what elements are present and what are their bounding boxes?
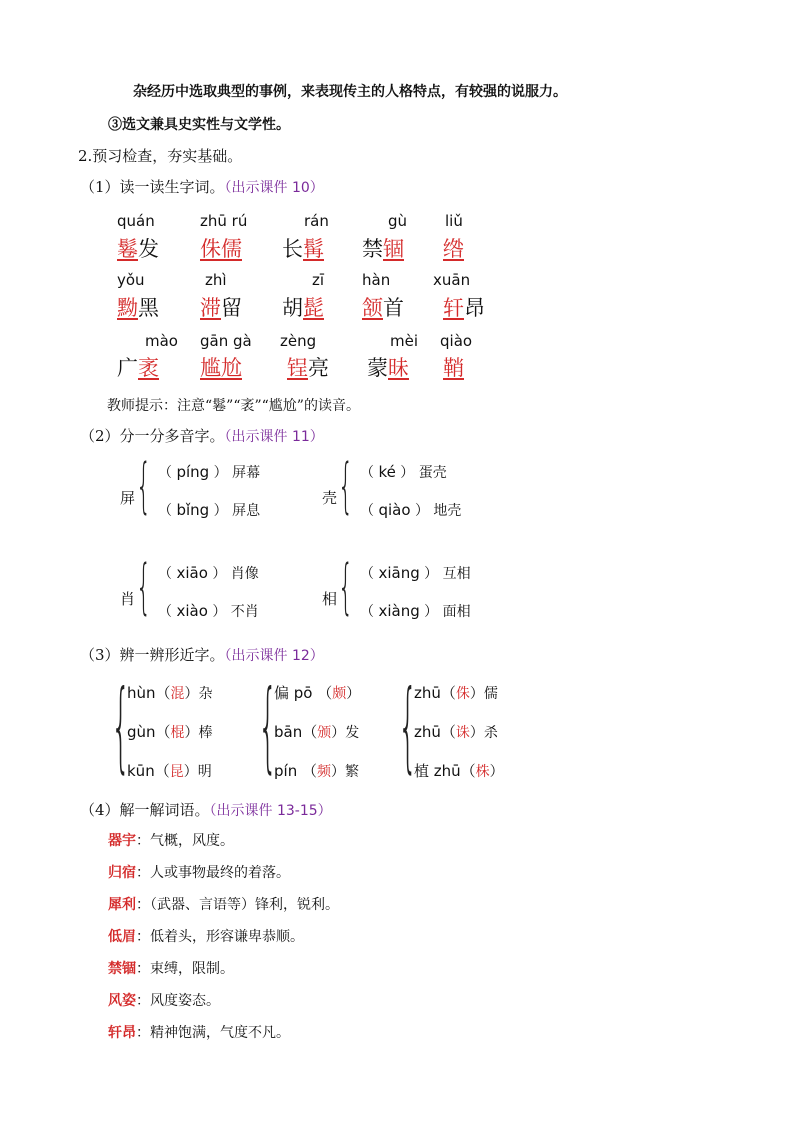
vocab-word xyxy=(200,292,242,322)
polyphone-char: 肖 xyxy=(120,590,136,608)
term-line xyxy=(108,958,234,978)
paren-open: （ xyxy=(360,566,379,582)
polyphone-line xyxy=(360,500,461,520)
vocab-word-target: 昧 xyxy=(388,356,409,380)
similar-suffix: ）发 xyxy=(331,725,360,741)
part2-label-text: （2）分一分多音字。 xyxy=(80,427,225,445)
polyphone-word: 屏息 xyxy=(232,503,261,519)
similar-char-line xyxy=(274,721,359,742)
vocab-word-plain: 昂 xyxy=(464,296,485,320)
similar-suffix: ）杂 xyxy=(184,686,213,702)
polyphone-line xyxy=(360,563,471,583)
term-word: 禁锢 xyxy=(108,961,136,977)
part3-label-text: （3）辨一辨形近字。 xyxy=(80,646,225,664)
similar-answer: 侏 xyxy=(455,686,470,702)
polyphone-char: 壳 xyxy=(322,489,338,507)
polyphone-pinyin: píng xyxy=(176,463,210,481)
term-line xyxy=(108,926,304,946)
part2-label xyxy=(80,425,324,446)
similar-prefix: 偏 pō （ xyxy=(274,684,333,702)
term-word: 器宇 xyxy=(108,833,136,849)
term-line xyxy=(108,990,220,1010)
part1-label xyxy=(80,176,324,197)
vocab-pinyin: yǒu xyxy=(117,271,145,289)
similar-char-line xyxy=(274,760,359,781)
polyphone-line xyxy=(158,563,259,583)
brace-icon: { xyxy=(338,452,354,521)
polyphone-line xyxy=(360,601,471,621)
paren-close: ） xyxy=(207,604,231,620)
vocab-word xyxy=(443,233,464,263)
similar-char-line xyxy=(414,760,504,781)
term-definition: ：（武器、言语等）锋利，锐利。 xyxy=(136,897,339,913)
part1-tip: 教师提示：注意“鬈”“袤”“尴尬”的读音。 xyxy=(107,398,360,414)
vocab-pinyin: hàn xyxy=(362,271,391,289)
similar-char-line xyxy=(414,682,498,703)
polyphone-pinyin: xiāo xyxy=(176,564,208,582)
similar-answer: 颁 xyxy=(317,725,332,741)
vocab-word-target: 髯 xyxy=(303,237,324,261)
vocab-word-target: 绺 xyxy=(443,237,464,261)
paren-open: （ xyxy=(158,465,177,481)
paren-close: ） xyxy=(207,566,231,582)
brace-icon: { xyxy=(111,670,131,784)
term-word: 低眉 xyxy=(108,929,136,945)
vocab-pinyin: liǔ xyxy=(445,212,463,230)
similar-prefix: hùn（ xyxy=(127,684,171,702)
similar-answer: 混 xyxy=(170,686,185,702)
similar-suffix: ）儒 xyxy=(469,686,498,702)
similar-prefix: gùn（ xyxy=(127,723,171,741)
vocab-word xyxy=(443,352,464,382)
vocab-word-target: 轩 xyxy=(443,296,464,320)
vocab-pinyin: qiào xyxy=(440,332,473,350)
similar-char-line xyxy=(127,682,213,703)
intro-line-1: 杂经历中选取典型的事例，来表现传主的人格特点，有较强的说服力。 xyxy=(133,84,567,100)
term-definition: ：精神饱满，气度不凡。 xyxy=(136,1025,290,1041)
paren-close: ） xyxy=(209,465,233,481)
polyphone-line xyxy=(158,601,259,621)
similar-suffix: ） xyxy=(489,764,504,780)
polyphone-word: 地壳 xyxy=(433,503,462,519)
vocab-word xyxy=(200,233,242,263)
vocab-word-target: 鞘 xyxy=(443,356,464,380)
vocab-word-plain: 广 xyxy=(117,356,138,380)
similar-prefix: zhū（ xyxy=(414,723,456,741)
brace-icon: { xyxy=(398,670,418,784)
similar-prefix: bān（ xyxy=(274,723,318,741)
vocab-word-target: 侏儒 xyxy=(200,237,242,261)
vocab-word-target: 锃 xyxy=(287,356,308,380)
polyphone-line xyxy=(360,462,447,482)
vocab-pinyin: mèi xyxy=(390,332,419,350)
part3-ref: （出示课件 12） xyxy=(224,648,324,664)
polyphone-word: 面相 xyxy=(442,604,471,620)
part1-label-text: （1）读一读生字词。 xyxy=(80,178,225,196)
brace-icon: { xyxy=(338,553,354,622)
term-word: 犀利 xyxy=(108,897,136,913)
vocab-word-plain: 留 xyxy=(221,296,242,320)
similar-answer: 株 xyxy=(475,764,490,780)
polyphone-pinyin: xiàng xyxy=(378,602,420,620)
vocab-word-target: 髭 xyxy=(303,296,324,320)
similar-answer: 棍 xyxy=(170,725,185,741)
polyphone-line xyxy=(158,500,260,520)
polyphone-pinyin: bǐng xyxy=(176,501,210,519)
paren-close: ） xyxy=(395,465,419,481)
polyphone-word: 屏幕 xyxy=(232,465,261,481)
part3-label xyxy=(80,644,324,665)
similar-char-line xyxy=(414,721,498,742)
similar-answer: 颇 xyxy=(332,686,347,702)
section-heading: 2.预习检查，夯实基础。 xyxy=(78,147,243,165)
part2-ref: （出示课件 11） xyxy=(224,429,324,445)
vocab-word xyxy=(200,352,242,382)
similar-suffix: ）繁 xyxy=(330,764,359,780)
term-definition: ：气概，风度。 xyxy=(136,833,234,849)
vocab-word-plain: 亮 xyxy=(308,356,329,380)
term-line xyxy=(108,1022,290,1042)
vocab-pinyin: zī xyxy=(312,271,325,289)
brace-icon: { xyxy=(258,670,278,784)
vocab-word xyxy=(282,233,324,263)
vocab-word xyxy=(362,292,404,322)
vocab-word xyxy=(362,233,404,263)
term-line xyxy=(108,830,234,850)
vocab-word-plain: 蒙 xyxy=(367,356,388,380)
part4-label-text: （4）解一解词语。 xyxy=(80,801,210,819)
part4-label xyxy=(80,799,332,820)
term-line xyxy=(108,862,290,882)
brace-icon: { xyxy=(136,553,152,622)
paren-open: （ xyxy=(360,465,379,481)
polyphone-word: 互相 xyxy=(442,566,471,582)
similar-answer: 诛 xyxy=(455,725,470,741)
vocab-word xyxy=(367,352,409,382)
polyphone-word: 蛋壳 xyxy=(418,465,447,481)
polyphone-word: 不肖 xyxy=(230,604,259,620)
vocab-word xyxy=(287,352,329,382)
polyphone-pinyin: qiào xyxy=(378,501,411,519)
vocab-word-target: 颔 xyxy=(362,296,383,320)
vocab-word xyxy=(282,292,324,322)
vocab-pinyin: xuān xyxy=(433,271,471,289)
term-word: 风姿 xyxy=(108,993,136,1009)
similar-suffix: ）明 xyxy=(183,764,212,780)
similar-prefix: zhū（ xyxy=(414,684,456,702)
vocab-word-target: 锢 xyxy=(383,237,404,261)
vocab-word xyxy=(117,352,159,382)
intro-line-2: ③选文兼具史实性与文学性。 xyxy=(108,117,290,133)
similar-prefix: kūn（ xyxy=(127,762,170,780)
term-line xyxy=(108,894,339,914)
similar-char-line xyxy=(127,760,212,781)
similar-answer: 昆 xyxy=(169,764,184,780)
vocab-pinyin: zèng xyxy=(280,332,317,350)
polyphone-pinyin: ké xyxy=(378,463,396,481)
paren-open: （ xyxy=(360,604,379,620)
vocab-pinyin: mào xyxy=(145,332,178,350)
vocab-word-target: 鬈 xyxy=(117,237,138,261)
term-definition: ：风度姿态。 xyxy=(136,993,220,1009)
term-definition: ：低着头，形容谦卑恭顺。 xyxy=(136,929,304,945)
vocab-word xyxy=(443,292,485,322)
paren-close: ） xyxy=(410,503,434,519)
polyphone-pinyin: xiāng xyxy=(378,564,420,582)
similar-suffix: ）杀 xyxy=(469,725,498,741)
vocab-word-plain: 禁 xyxy=(362,237,383,261)
similar-suffix: ）棒 xyxy=(184,725,213,741)
vocab-pinyin: quán xyxy=(117,212,155,230)
vocab-word-plain: 首 xyxy=(383,296,404,320)
vocab-pinyin: gù xyxy=(388,212,408,230)
similar-char-line xyxy=(274,682,360,703)
vocab-word-plain: 胡 xyxy=(282,296,303,320)
paren-open: （ xyxy=(158,604,177,620)
polyphone-char: 相 xyxy=(322,590,338,608)
part4-ref: （出示课件 13-15） xyxy=(209,803,332,819)
vocab-pinyin: zhì xyxy=(205,271,227,289)
paren-open: （ xyxy=(360,503,379,519)
vocab-pinyin: zhū rú xyxy=(200,212,248,230)
similar-char-line xyxy=(127,721,213,742)
paren-close: ） xyxy=(209,503,233,519)
part1-ref: （出示课件 10） xyxy=(224,180,324,196)
vocab-pinyin: gān gà xyxy=(200,332,252,350)
paren-close: ） xyxy=(419,604,443,620)
paren-open: （ xyxy=(158,566,177,582)
vocab-pinyin: rán xyxy=(304,212,329,230)
vocab-word-target: 袤 xyxy=(138,356,159,380)
vocab-word-target: 尴尬 xyxy=(200,356,242,380)
vocab-word-target: 滞 xyxy=(200,296,221,320)
term-word: 轩昂 xyxy=(108,1025,136,1041)
vocab-word-target: 黝 xyxy=(117,296,138,320)
brace-icon: { xyxy=(136,452,152,521)
polyphone-pinyin: xiào xyxy=(176,602,208,620)
term-word: 归宿 xyxy=(108,865,136,881)
vocab-word-plain: 黑 xyxy=(138,296,159,320)
polyphone-char: 屏 xyxy=(120,489,136,507)
vocab-word xyxy=(117,292,159,322)
paren-close: ） xyxy=(419,566,443,582)
polyphone-word: 肖像 xyxy=(230,566,259,582)
vocab-word xyxy=(117,233,159,263)
polyphone-line xyxy=(158,462,260,482)
similar-answer: 频 xyxy=(316,764,331,780)
term-definition: ：人或事物最终的着落。 xyxy=(136,865,290,881)
similar-prefix: 植 zhū（ xyxy=(414,762,476,780)
paren-open: （ xyxy=(158,503,177,519)
term-definition: ：束缚，限制。 xyxy=(136,961,234,977)
similar-suffix: ） xyxy=(346,686,361,702)
vocab-word-plain: 发 xyxy=(138,237,159,261)
vocab-word-plain: 长 xyxy=(282,237,303,261)
similar-prefix: pín （ xyxy=(274,762,317,780)
